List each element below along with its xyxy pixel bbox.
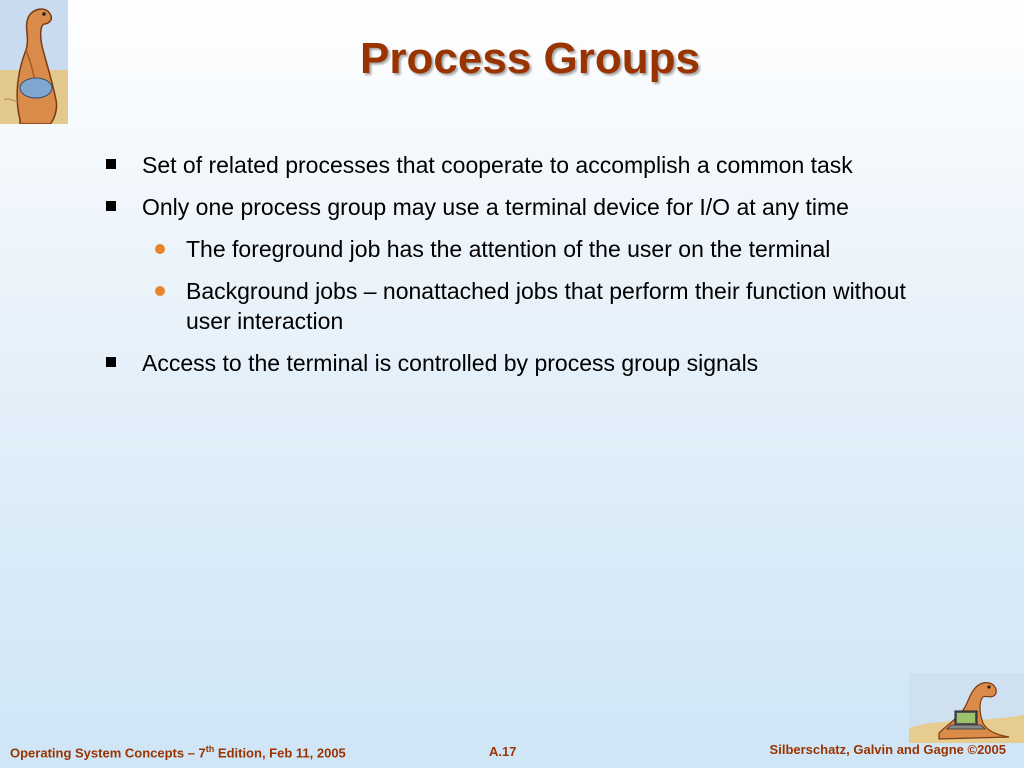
sub-bullet-item bbox=[100, 234, 920, 264]
bullet-item bbox=[100, 348, 920, 378]
circle-bullet-icon bbox=[155, 286, 165, 296]
bullet-list bbox=[100, 150, 920, 390]
footer-copyright: Silberschatz, Galvin and Gagne ©2005 bbox=[769, 742, 1006, 757]
sub-bullet-item bbox=[100, 276, 920, 336]
footer-left-sup: th bbox=[205, 744, 215, 754]
square-bullet-icon bbox=[106, 357, 116, 367]
slide-title: Process Groups bbox=[360, 34, 700, 83]
square-bullet-icon bbox=[106, 201, 116, 211]
dinosaur-laptop-icon bbox=[909, 673, 1024, 743]
footer-left-prefix: Operating System Concepts – 7 bbox=[10, 745, 206, 761]
bullet-text: Background jobs – nonattached jobs that perform their function without user interaction bbox=[186, 278, 906, 334]
bullet-text: Access to the terminal is controlled by process group signals bbox=[142, 350, 759, 376]
bullet-item bbox=[100, 192, 920, 222]
bullet-item bbox=[100, 150, 920, 180]
footer-page-number: A.17 bbox=[489, 744, 517, 759]
dinosaur-logo-bottom bbox=[909, 673, 1024, 743]
circle-bullet-icon bbox=[155, 244, 165, 254]
bullet-text: The foreground job has the attention of the user on the terminal bbox=[186, 236, 831, 262]
footer-left-suffix: Edition, Feb 11, 2005 bbox=[214, 745, 346, 761]
square-bullet-icon bbox=[106, 159, 116, 169]
bullet-text: Only one process group may use a terminal device for I/O at any time bbox=[142, 194, 849, 220]
footer-course-title bbox=[10, 744, 346, 760]
bullet-text: Set of related processes that cooperate to accomplish a common task bbox=[142, 152, 853, 178]
